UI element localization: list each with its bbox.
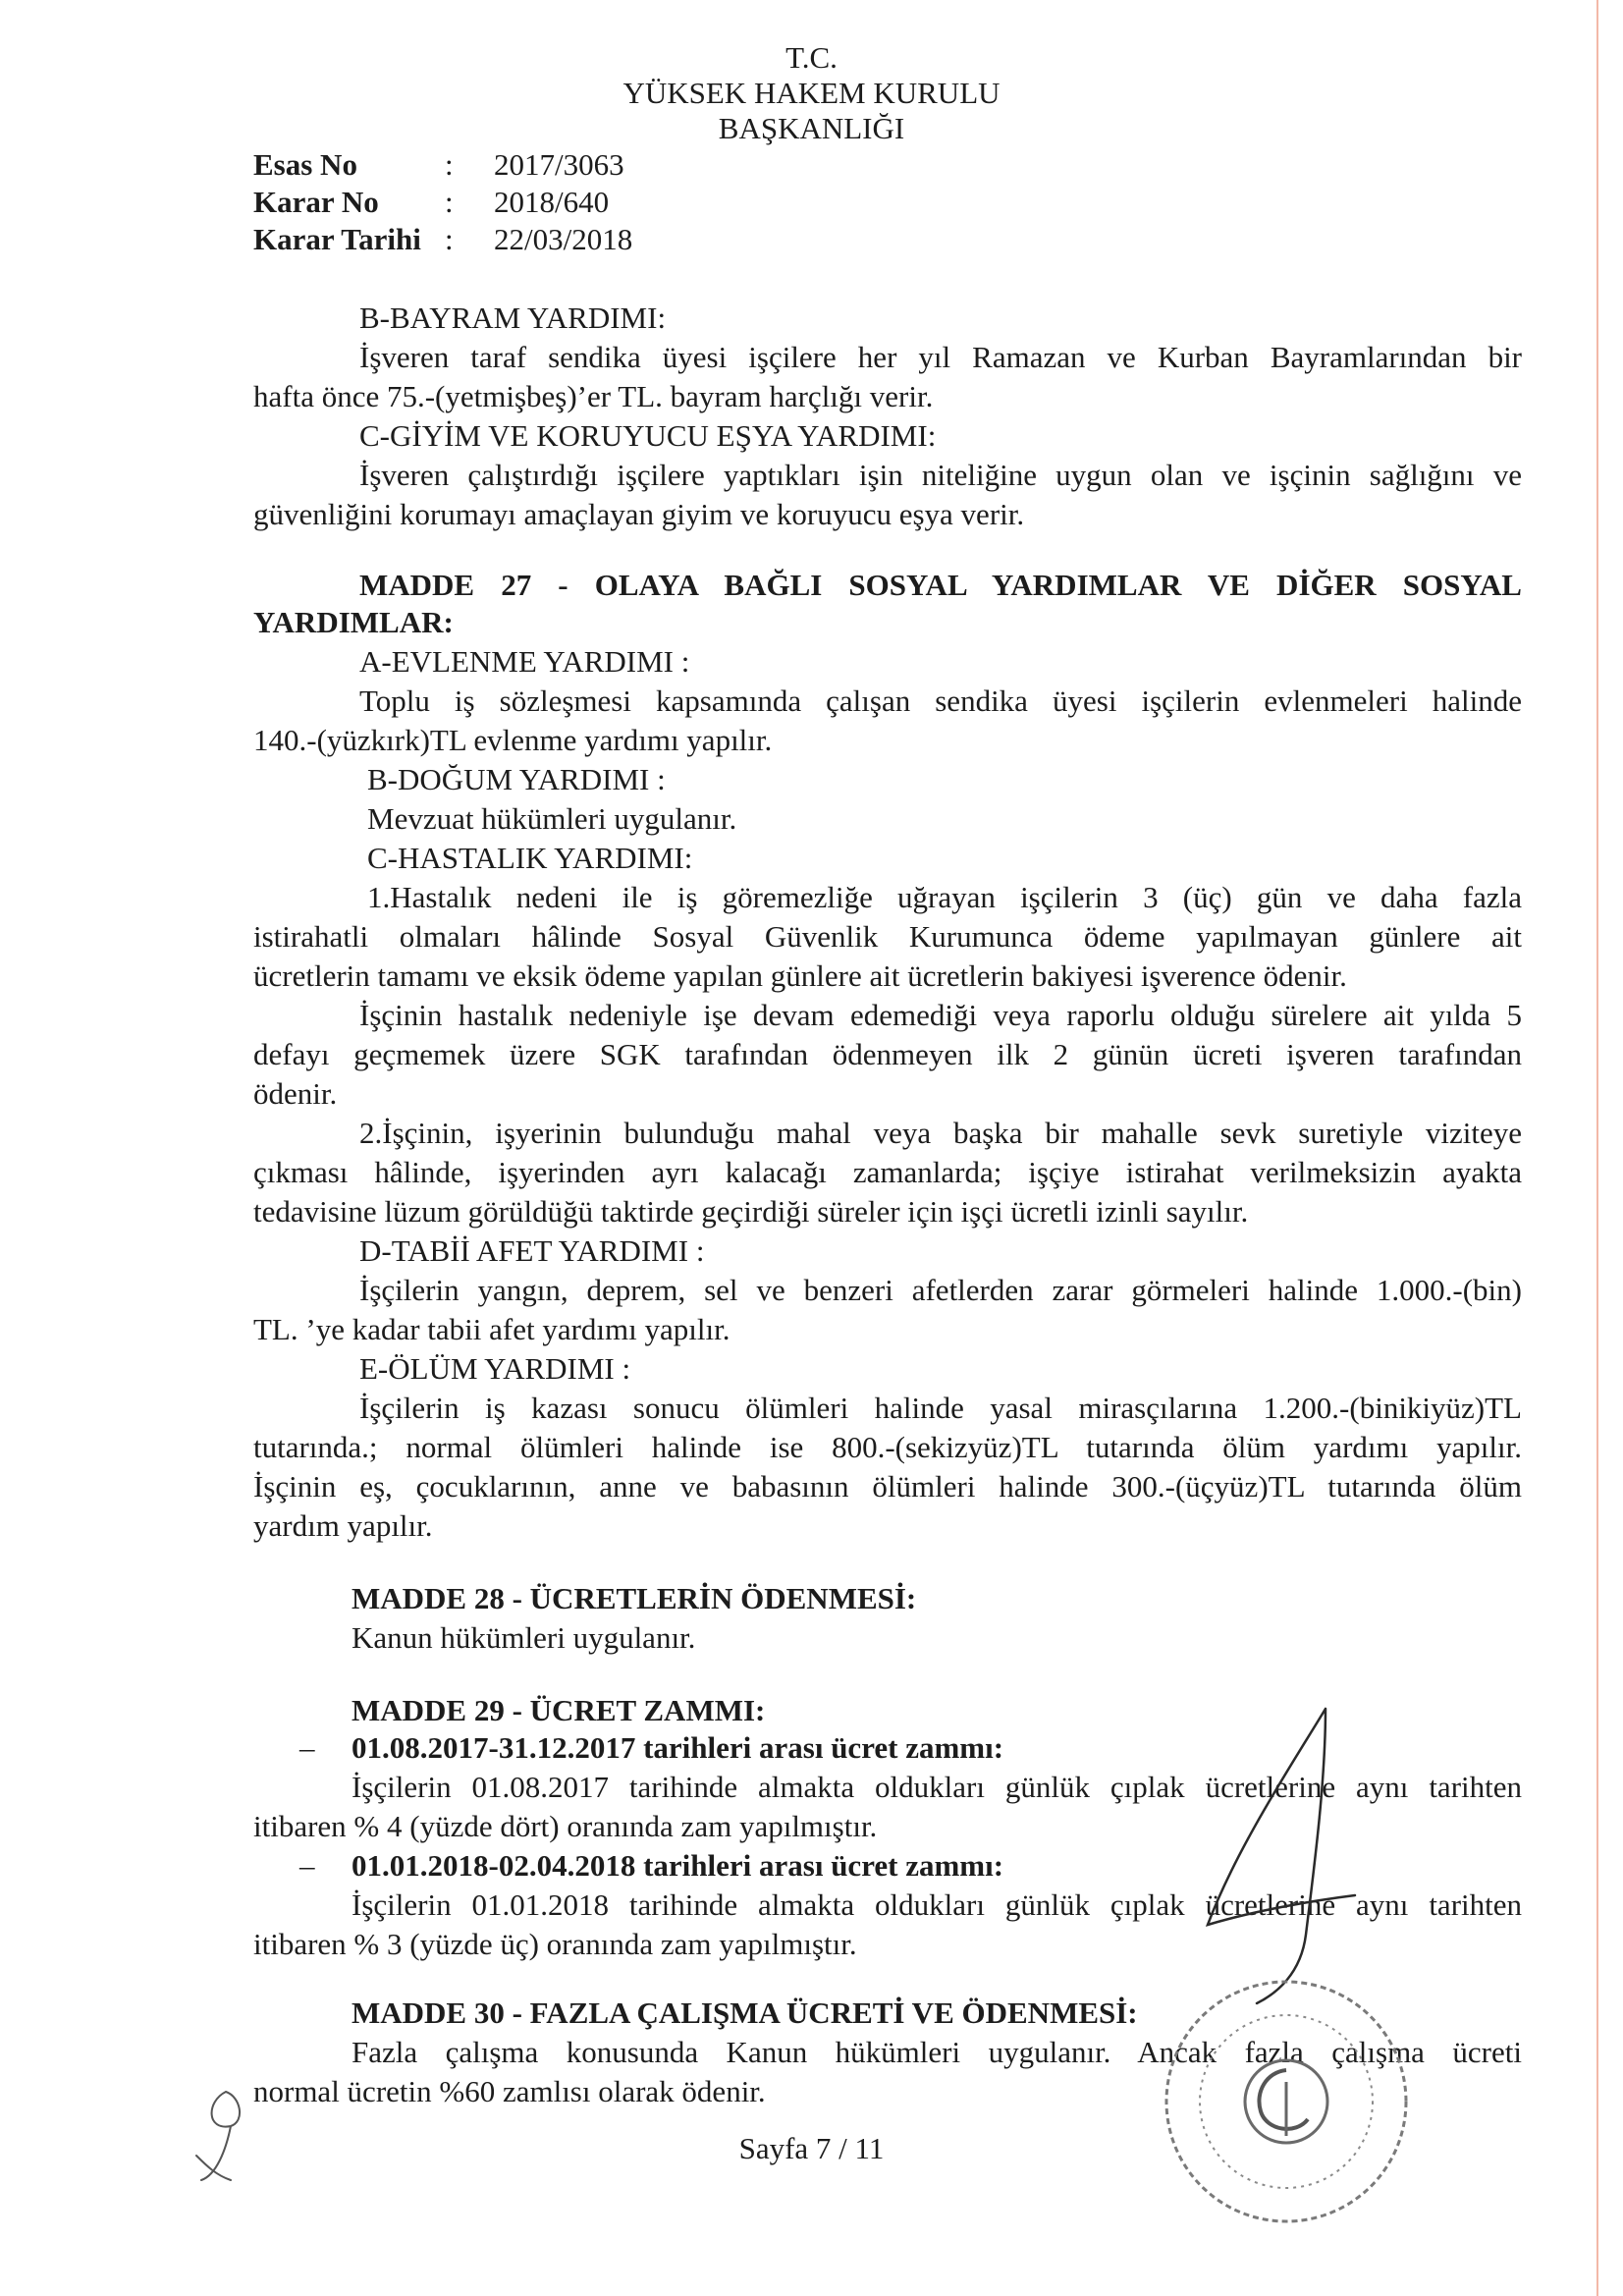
meta-value: 2018/640 xyxy=(494,185,610,219)
meta-karar-no xyxy=(253,185,609,220)
header-kurul: YÜKSEK HAKEM KURULU xyxy=(622,76,1001,110)
official-seal-stamp xyxy=(1139,1964,1434,2239)
article-title-27-cont: YARDIMLAR: xyxy=(253,605,454,639)
section-title-hastalik: C-HASTALIK YARDIMI: xyxy=(367,841,693,875)
paragraph-line: normal ücretin %60 zamlısı olarak ödenir. xyxy=(253,2074,766,2108)
paragraph-line: hafta önce 75.-(yetmişbeş)’er TL. bayram harçlığı verir. xyxy=(253,379,934,413)
paragraph-line: itibaren % 3 (yüzde üç) oranında zam yapılmıştır. xyxy=(253,1927,857,1961)
meta-value: 22/03/2018 xyxy=(494,222,633,256)
article-title-27: MADDE 27 - OLAYA BAĞLI SOSYAL YARDIMLAR VE DİĞER SOSYAL xyxy=(359,568,1522,602)
section-title-bayram: B-BAYRAM YARDIMI: xyxy=(359,301,667,335)
meta-sep: : xyxy=(445,147,454,182)
paragraph-line: ödenir. xyxy=(253,1076,338,1111)
meta-sep: : xyxy=(445,185,454,219)
paragraph-line: İşçilerin 01.08.2017 tarihinde almakta oldukları günlük çıplak ücretlerine aynı tarihten xyxy=(352,1770,1522,1804)
paragraph-line: tutarında.; normal ölümleri halinde ise 800.-(sekizyüz)TL tutarında ölüm yardımı yapılır. xyxy=(253,1430,1522,1464)
paragraph-line: İşçinin hastalık nedeniyle işe devam edemediği veya raporlu olduğu sürelere ait yılda 5 xyxy=(359,998,1522,1032)
section-title-afet: D-TABİİ AFET YARDIMI : xyxy=(359,1233,705,1268)
paragraph-line: İşveren çalıştırdığı işçilere yaptıkları işin niteliğine uygun olan ve işçinin sağlığını ve xyxy=(359,458,1522,492)
paragraph-line: tedavisine lüzum görüldüğü taktirde geçirdiği süreler için işçi ücretli izinli sayılır. xyxy=(253,1194,1249,1229)
scan-edge-line xyxy=(1596,0,1598,2296)
article-title-28: MADDE 28 - ÜCRETLERİN ÖDENMESİ: xyxy=(352,1581,917,1615)
header-tc: T.C. xyxy=(785,40,838,75)
paragraph-line: istirahatli olmaları hâlinde Sosyal Güvenlik Kurumunca ödeme yapılmayan günlere ait xyxy=(253,919,1522,954)
section-title-giyim: C-GİYİM VE KORUYUCU EŞYA YARDIMI: xyxy=(359,418,937,453)
paragraph-line: 2.İşçinin, işyerinin bulunduğu mahal veya başka bir mahalle sevk suretiyle viziteye xyxy=(359,1116,1522,1150)
page-number: Sayfa 7 / 11 xyxy=(738,2131,885,2165)
section-title-olum: E-ÖLÜM YARDIMI : xyxy=(359,1351,631,1386)
paragraph-line: yardım yapılır. xyxy=(253,1508,433,1543)
meta-sep: : xyxy=(445,222,454,256)
paragraph-line: Kanun hükümleri uygulanır. xyxy=(352,1620,696,1655)
paragraph-line: 140.-(yüzkırk)TL evlenme yardımı yapılır. xyxy=(253,723,773,757)
list-bullet: – xyxy=(299,1848,315,1883)
paragraph-line: İşçinin eş, çocuklarının, anne ve babasının ölümleri halinde 300.-(üçyüz)TL tutarında ölüm xyxy=(253,1469,1522,1503)
paragraph-line: İşçilerin iş kazası sonucu ölümleri halinde yasal mirasçılarına 1.200.-(binikiyüz)TL xyxy=(359,1391,1522,1425)
paragraph-line: Toplu iş sözleşmesi kapsamında çalışan sendika üyesi işçilerin evlenmeleri halinde xyxy=(359,683,1522,718)
list-bullet: – xyxy=(299,1730,315,1765)
paragraph-line: çıkması hâlinde, işyerinden ayrı kalacağı zamanlarda; işçiye istirahat verilmeksizin ayakta xyxy=(253,1155,1522,1189)
paragraph-line: 1.Hastalık nedeni ile iş göremezliğe uğrayan işçilerin 3 (üç) gün ve daha fazla xyxy=(367,880,1522,914)
paragraph-line: İşçilerin yangın, deprem, sel ve benzeri afetlerden zarar görmeleri halinde 1.000.-(bin) xyxy=(359,1273,1522,1307)
paragraph-line: Mevzuat hükümleri uygulanır. xyxy=(367,801,737,836)
paragraph-line: TL. ’ye kadar tabii afet yardımı yapılır. xyxy=(253,1312,730,1346)
raise-period-2: 01.01.2018-02.04.2018 tarihleri arası ücret zammı: xyxy=(352,1848,1004,1883)
meta-karar-tarihi xyxy=(253,222,632,257)
meta-label: Karar Tarihi xyxy=(253,222,421,256)
paragraph-line: İşveren taraf sendika üyesi işçilere her yıl Ramazan ve Kurban Bayramlarından bir xyxy=(359,340,1522,374)
paragraph-line: İşçilerin 01.01.2018 tarihinde almakta oldukları günlük çıplak ücretlerine aynı tarihten xyxy=(352,1887,1522,1922)
paragraph-line: defayı geçmemek üzere SGK tarafından ödenmeyen ilk 2 günün ücreti işveren tarafından xyxy=(253,1037,1522,1071)
paragraph-line: Fazla çalışma konusunda Kanun hükümleri uygulanır. Ancak fazla çalışma ücreti xyxy=(352,2035,1522,2069)
header-baskanlik: BAŞKANLIĞI xyxy=(718,111,905,145)
meta-label: Karar No xyxy=(253,185,379,219)
section-title-evlenme: A-EVLENME YARDIMI : xyxy=(359,644,690,679)
meta-value: 2017/3063 xyxy=(494,147,624,182)
paragraph-line: itibaren % 4 (yüzde dört) oranında zam yapılmıştır. xyxy=(253,1809,878,1843)
paragraph-line: güvenliğini korumayı amaçlayan giyim ve koruyucu eşya verir. xyxy=(253,497,1025,531)
meta-label: Esas No xyxy=(253,147,357,182)
paragraph-line: ücretlerin tamamı ve eksik ödeme yapılan günlere ait ücretlerin bakiyesi işverence ödenir. xyxy=(253,958,1347,993)
meta-esas-no xyxy=(253,147,624,183)
section-title-dogum: B-DOĞUM YARDIMI : xyxy=(367,762,666,796)
article-title-29: MADDE 29 - ÜCRET ZAMMI: xyxy=(352,1693,766,1727)
raise-period-1: 01.08.2017-31.12.2017 tarihleri arası ücret zammı: xyxy=(352,1730,1004,1765)
article-title-30: MADDE 30 - FAZLA ÇALIŞMA ÜCRETİ VE ÖDENMESİ: xyxy=(352,1995,1138,2030)
